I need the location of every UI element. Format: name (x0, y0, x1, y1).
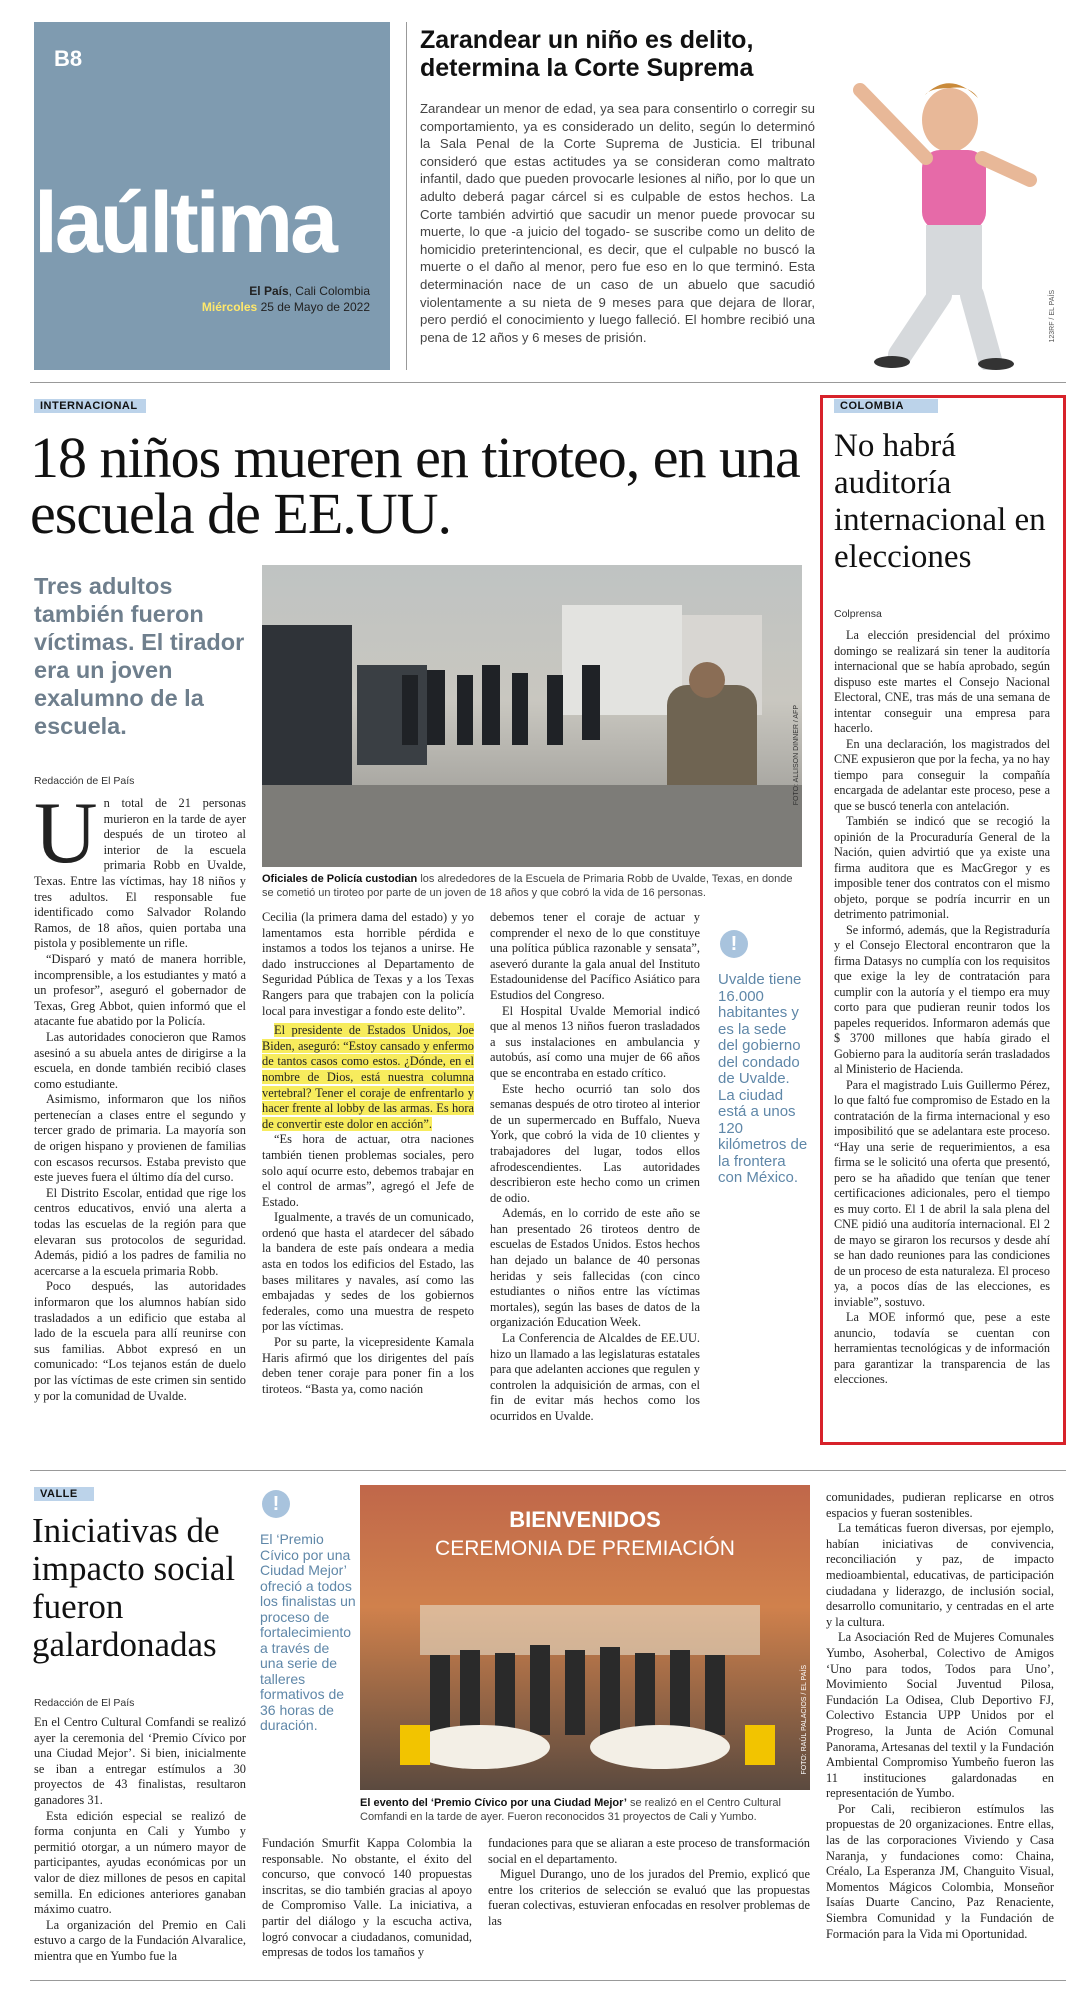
valle-headline: Iniciativas de impacto social fueron galardonadas (32, 1511, 236, 1664)
main-subhead: Tres adultos también fueron víctimas. El tirador era un joven exalumno de la escuela. (34, 573, 245, 739)
byline: Redacción de El País (34, 775, 135, 787)
drop-cap: U (34, 785, 98, 882)
fact-box: Uvalde tiene 16.000 habitantes y es la sede del gobierno del condado de Uvalde. La ciudad está a unos 120 kilómetros de la frontera con México. (718, 971, 808, 1186)
valle-col-2: Fundación Smurfit Kappa Colombia la responsable. No obstante, el éxito del concurso, que convocó 140 propuestas inscritas, se dio también gracias al apoyo de Compromiso Valle. La iniciativa, a partir del diálogo y la escucha activa, logró convocar a ciudadanos, comunidad, empresas de todos los tamaños y (262, 1836, 472, 1960)
photo-credit: FOTO: ALLISON DINNER / AFP (793, 705, 800, 806)
main-col-1: U n total de 21 personas murieron en la tarde de ayer después de un tiroteo al interior de la escuela primaria Robb en Uvalde, Texas. Entre las víctimas, hay 18 niños y tres adultos. El responsable fue identificado como Salvador Rolando Ramos, de 18 años, quien portaba una pistola y posiblemente un rifle. “Disparó y mató de manera horrible, incomprensible, a los estudiantes y mató a un profesor”, aseguró el gobernador de Texas, Greg Abbot, quien informó que el atacante fue abatido por la Policía. Las autoridades conocieron que Ramos asesinó a su abuela antes de dirigirse a la escuela, en donde también recibió clases como estudiante. Asimismo, informaron que los niños pertenecían a clases entre el segundo y tercer grado de primaria. La mayoría son de origen hispano y provienen de familias con escasos recursos. Estaba previsto que este jueves fuera el último día del curso. El Distrito Escolar, entidad que rige los centros educativos, envió una alerta a todas las escuelas de la región para que elevaran sus protocolos de seguridad. Además, pidió a los padres de familia no acercarse a la escuela primaria Robb. Poco después, las autoridades informaron que los alumnos habían sido trasladados a un edificio que estaba al lado de la escuela para allí reunirse con sus familias. Abbot expresó en un comunicado: “Los tejanos están de duelo por las víctimas de este crimen sin sentido y por la comunidad de Uvalde. (34, 785, 246, 1403)
main-photo (262, 565, 802, 867)
masthead (34, 22, 390, 370)
fact-box: El ‘Premio Cívico por una Ciudad Mejor’ ofreció a todos los finalistas un proceso de fortalecimiento a través de una serie de talleres formativos de 36 horas de duración. (260, 1531, 356, 1733)
valle-col-4: comunidades, pudieran replicarse en otros espacios y fueran sostenibles. La temáticas fueron diversas, por ejemplo, habían iniciativas de convivencia, reconciliación y paz, de impacto medioambiental, educativas, de participación ciudadana y liderazgo, de inclusión social, desarrollo comunitario, y centradas en el arte y la cultura. La Asociación Red de Mujeres Comunales Yumbo, Asoherbal, Colectivo de Amigos ‘Uno para todos, Todos para Uno’, Movimiento Social Juventud Pilosa, Fundación La Odisea, Club Deportivo FJ, Colectivo Estancia UPP Unidos por el Progreso, la Junta de Ación Comunal Panorama, Artesanas del textil y la Fundación Ambiental Compromiso Yumbeño fueron las 11 instituciones galardonadas en representación de Yumbo. Por Cali, recibieron estímulos las propuestas de 20 organizaciones. Entre ellas, las de las corporaciones Viviendo y Casa Naranja, y fundaciones como: Chaina, Créalo, La Esperanza JM, Changuito Visual, Momentos Mágicos Colombia, Monseñor Isaías Duarte Cancino, Paz Renaciente, Siembra Comunidad y la Fundación de Formación para la Vida mi Oportunidad. (826, 1490, 1054, 1941)
colombia-body: La elección presidencial del próximo domingo se realizará sin tener la auditoría internacional que se había aprobado, según dispuso este martes el Consejo Nacional Electoral, CNE, tras más de una semana de intentar conseguir una empresa para hacerlo. En una declaración, los magistrados del CNE expusieron que por la fecha, ya no hay tiempo para conseguir la compañía encargada de adelantar este proceso, pese a que se buscó tenerla con antelación. También se indicó que se recogió la opinión de la Procuraduría General de la Nación, quien advirtió que ya existe una firma auditora que es MacGregor y es imposible tener dos contratos con el mismo objeto, porque se podría incurrir en un detrimento patrimonial. Se informó, además, que la Registraduría y el Consejo Electoral encontraron que la firma Datasys no cumplía con los requisitos que exige la ley de contratación para cumplir con la autoría y el tiempo era muy corto para que pudieran reunir todos los papeles requeridos. Informaron además que $ 3700 millones que había girado el Gobierno para la auditoría serán trasladados al Ministerio de Hacienda. Para el magistrado Luis Guillermo Pérez, lo que faltó fue compromiso de Estado en la contratación de la firma internacional y eso imposibilitó que se adelantara este proceso. “Hay una serie de requerimientos, a esa firma se le solicitó una oferta que presentó, pero se ha añadido que tenían que tener certificaciones adicionales, pero el tiempo es muy corto. El 1 de abril la sala plena del CNE pidió una auditoría internacional. El 2 de mayo se giraron los recursos y desde ahí se han dado reuniones para las condiciones de un proceso de esta naturaleza. El proceso ya, a pocos días de las elecciones, es inviable”, sostuvo. La MOE informó que, pese a este anuncio, todavía se cuentan con herramientas tecnológicas y de información para garantizar la transparencia de las elecciones. (834, 628, 1050, 1386)
top-story-body: Zarandear un menor de edad, ya sea para consentirlo o corregir su comportamiento, ya es considerado un delito, según lo determinó la Sala Penal de la Corte Suprema de Justicia. El tribunal consideró que estas actitudes ya se consideran como maltrato infantil, dado que pueden provocarle lesiones al niño, por lo que un adulto deberá pagar cárcel si es culpable de estos hechos. La Corte también advirtió que sacudir un menor puede provocar su muerte, lo que -a juicio del togado- se suscribe como un delito de homicidio preterintencional, es decir, que el culpable no buscó la muerte o el daño al menor, pero fue eso en lo que terminó. Esta determinación nace de un caso de un abuelo que sacudió violentamente a su nieta de 9 meses para que dejara de llorar, pero perdió el conocimiento y luego falleció. El hombre recibió una pena de 12 años y 6 meses de prisión. (420, 101, 815, 345)
child-photo (830, 50, 1056, 370)
banner-text: CEREMONIA DE PREMIACIÓN (435, 1537, 735, 1560)
section-logo: laúltima (34, 175, 335, 271)
main-col-3: debemos tener el coraje de actuar y comprender el nexo de lo que constituye una política pública razonable y sensata”, aseveró durante la gala anual del Instituto Estadounidense del Pacífico Asiático para Estudios del Congreso. El Hospital Uvalde Memorial indicó que al menos 13 niños fueron trasladados a sus instalaciones en ambulancia y autobús, así como una mujer de 66 años que se encontraba en estado crítico. Este hecho ocurrió tan solo dos semanas después de otro tiroteo al interior de un supermercado en Buffalo, Nueva York, que cobró la vida de 10 clientes y trabajadores del lugar, todos ellos afrodescendientes. Las autoridades describieron este hecho como un crimen de odio. Además, en lo corrido de este año se han presentado 26 tiroteos dentro de escuelas de Estados Unidos. Estos hechos han dejado un balance de 40 personas heridas y seis fallecidas (con cinco estudiantes o niños entre las víctimas mortales), según las bases de datos de la organización Education Week. La Conferencia de Alcaldes de EE.UU. hizo un llamado a las legislaturas estatales para que adelanten acciones que regulen y controlen la adquisición de armas, con el fin de evitar más hechos como los ocurridos en Uvalde. (490, 910, 700, 1423)
main-headline: 18 niños mueren en tiroteo, en una escuela de EE.UU. (30, 425, 800, 546)
dateline-place: El País, Cali Colombia (249, 284, 370, 298)
valle-col-1: En el Centro Cultural Comfandi se realizó ayer la ceremonia del ‘Premio Cívico por una Ciudad Mejor’. Si bien, inicialmente se iban a entregar estímulos a 30 proyectos de 43 finalistas, resultaron ganadores 31. Esta edición especial se realizó de forma conjunta en Cali y Yumbo y permitió otorgar, a un número mayor de participantes, ayudas económicas por un valor de diez millones de pesos en capital semilla. En ediciones anteriores ganaban máximo cuatro. La organización del Premio en Cali estuvo a cargo de la Fundación Alvaralice, mientra que en Yumbo fue la (34, 1715, 246, 1963)
divider (406, 22, 407, 370)
info-icon: ! (720, 930, 748, 958)
photo-caption: Oficiales de Policía custodian los alrededores de la Escuela de Primaria Robb de Uvalde, Texas, en donde se cometió un tiroteo por parte de un joven de 18 años y que cobró la vida de 16 personas. (262, 873, 793, 899)
section-kicker: VALLE (34, 1487, 94, 1501)
section-kicker: INTERNACIONAL (34, 399, 146, 413)
banner-text: BIENVENIDOS (509, 1507, 661, 1532)
page-number: B8 (54, 46, 83, 71)
award-photo (360, 1485, 810, 1790)
main-col-2: Cecilia (la primera dama del estado) y yo lamentamos esta horrible pérdida e instamos a todos los tejanos a unirse. He dado instrucciones al Departamento de Seguridad Pública de Texas y a los Texas Rangers para que trabajen con la policía local para investigar a fondo este delito”. El presidente de Estados Unidos, Joe Biden, aseguró: “Estoy cansado y enfermo de tantos casos como estos. ¿Dónde, en el nombre de Dios, está nuestra columna vertebral? Tener el coraje de enfrentarlo y hacer frente al lobby de las armas. Es hora de convertir este dolor en acción”. “Es hora de actuar, otra naciones también tienen problemas sociales, pero solo aquí ocurre esto, debemos trabajar en el control de armas”, agregó el Jefe de Estado. Igualmente, a través de un comunicado, ordenó que hasta el atardecer del sábado la bandera de este país ondeara a media asta en todos los edificios del Estado, las bases militares y navales, así como las embajadas y sedes de los gobiernos federales, como una muestra de respeto por las víctimas. Por su parte, la vicepresidente Kamala Haris afirmó que los dirigentes del país deben tener coraje para poner fin a los tiroteos. “Basta ya, como nación (262, 910, 474, 1396)
top-story-headline: Zarandear un niño es delito, determina la Corte Suprema (420, 26, 754, 82)
byline: Redacción de El País (34, 1697, 135, 1709)
byline: Colprensa (834, 608, 882, 620)
divider (30, 382, 1066, 383)
divider (30, 1470, 1066, 1471)
section-kicker: COLOMBIA (834, 399, 938, 413)
photo-caption: El evento del ‘Premio Cívico por una Ciudad Mejor’ se realizó en el Centro Cultural Comfandi en la tarde de ayer. Fueron reconocidos 31 proyectos de Cali y Yumbo. (360, 1797, 781, 1823)
colombia-headline: No habrá auditoría internacional en elecciones (834, 428, 1046, 575)
valle-col-3: fundaciones para que se aliaran a este proceso de transformación social en el departamento. Miguel Durango, uno de los jurados del Premio, explicó que entre los criterios de selección se evaluó que las propuestas fueran colectivas, estuvieran enfocadas en resolver problemas de las (488, 1836, 810, 1928)
info-icon: ! (262, 1490, 290, 1518)
dateline-date: Miércoles 25 de Mayo de 2022 (201, 300, 370, 314)
highlighted-quote: El presidente de Estados Unidos, Joe Biden, aseguró: “Estoy cansado y enfermo de tantos casos como estos. ¿Dónde, en el nombre de Dios, está nuestra columna vertebral? Tener el coraje de enfrentarlo y hacer frente al lobby de las armas. Es hora de convertir este dolor en acción”. (262, 1023, 474, 1131)
divider (30, 1980, 1066, 1981)
photo-credit: 123RF / EL PAÍS (1049, 290, 1056, 343)
photo-credit: FOTO: RAÚL PALACIOS / EL PAÍS (801, 1665, 808, 1775)
